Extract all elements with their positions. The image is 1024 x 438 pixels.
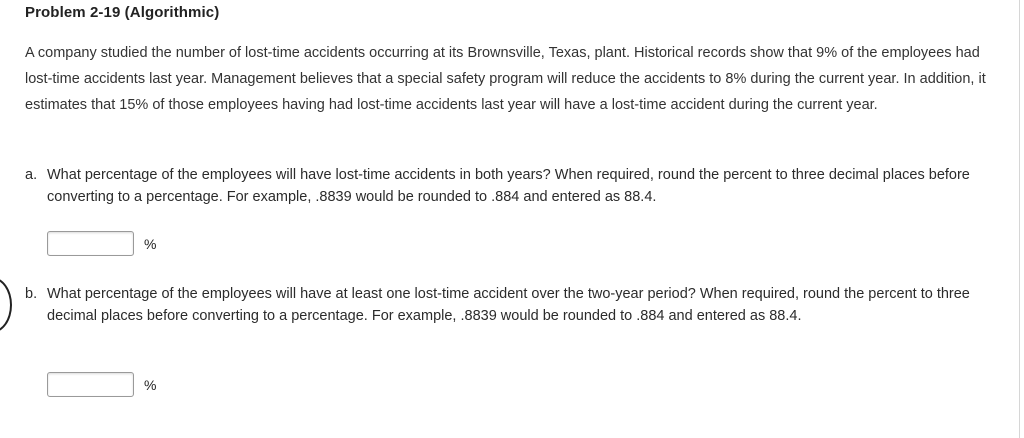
answer-row-a (47, 231, 156, 256)
answer-a-unit: % (144, 235, 157, 252)
question-a-letter: a. (25, 167, 38, 183)
pointer-arc-icon (0, 277, 12, 333)
question-b (25, 283, 995, 327)
question-a (25, 164, 985, 208)
right-divider (1019, 0, 1020, 438)
question-b-letter: b. (25, 286, 38, 302)
answer-a-input[interactable] (47, 231, 134, 256)
problem-intro: A company studied the number of lost-time accidents occurring at its Brownsville, Texas, plant. Historical records show that 9% of the employees had lost-time accidents last year. Management believes that a special safety program will reduce the accidents to 8% during the current year. In addition, it estimates that 15% of those employees having had lost-time accidents last year will have a lost-time accident during the current year. (25, 45, 986, 113)
answer-b-unit: % (144, 376, 157, 393)
answer-b-input[interactable] (47, 372, 134, 397)
problem-title: Problem 2-19 (Algorithmic) (25, 4, 220, 21)
question-b-text: What percentage of the employees will have at least one lost-time accident over the two-year period? When required, round the percent to three decimal places before converting to a percentage. For example, .8839 would be rounded to .884 and entered as 88.4. (47, 286, 970, 324)
question-a-text: What percentage of the employees will have lost-time accidents in both years? When required, round the percent to three decimal places before converting to a percentage. For example, .8839 would be rounded to .884 and entered as 88.4. (47, 167, 970, 205)
answer-row-b (47, 372, 156, 397)
